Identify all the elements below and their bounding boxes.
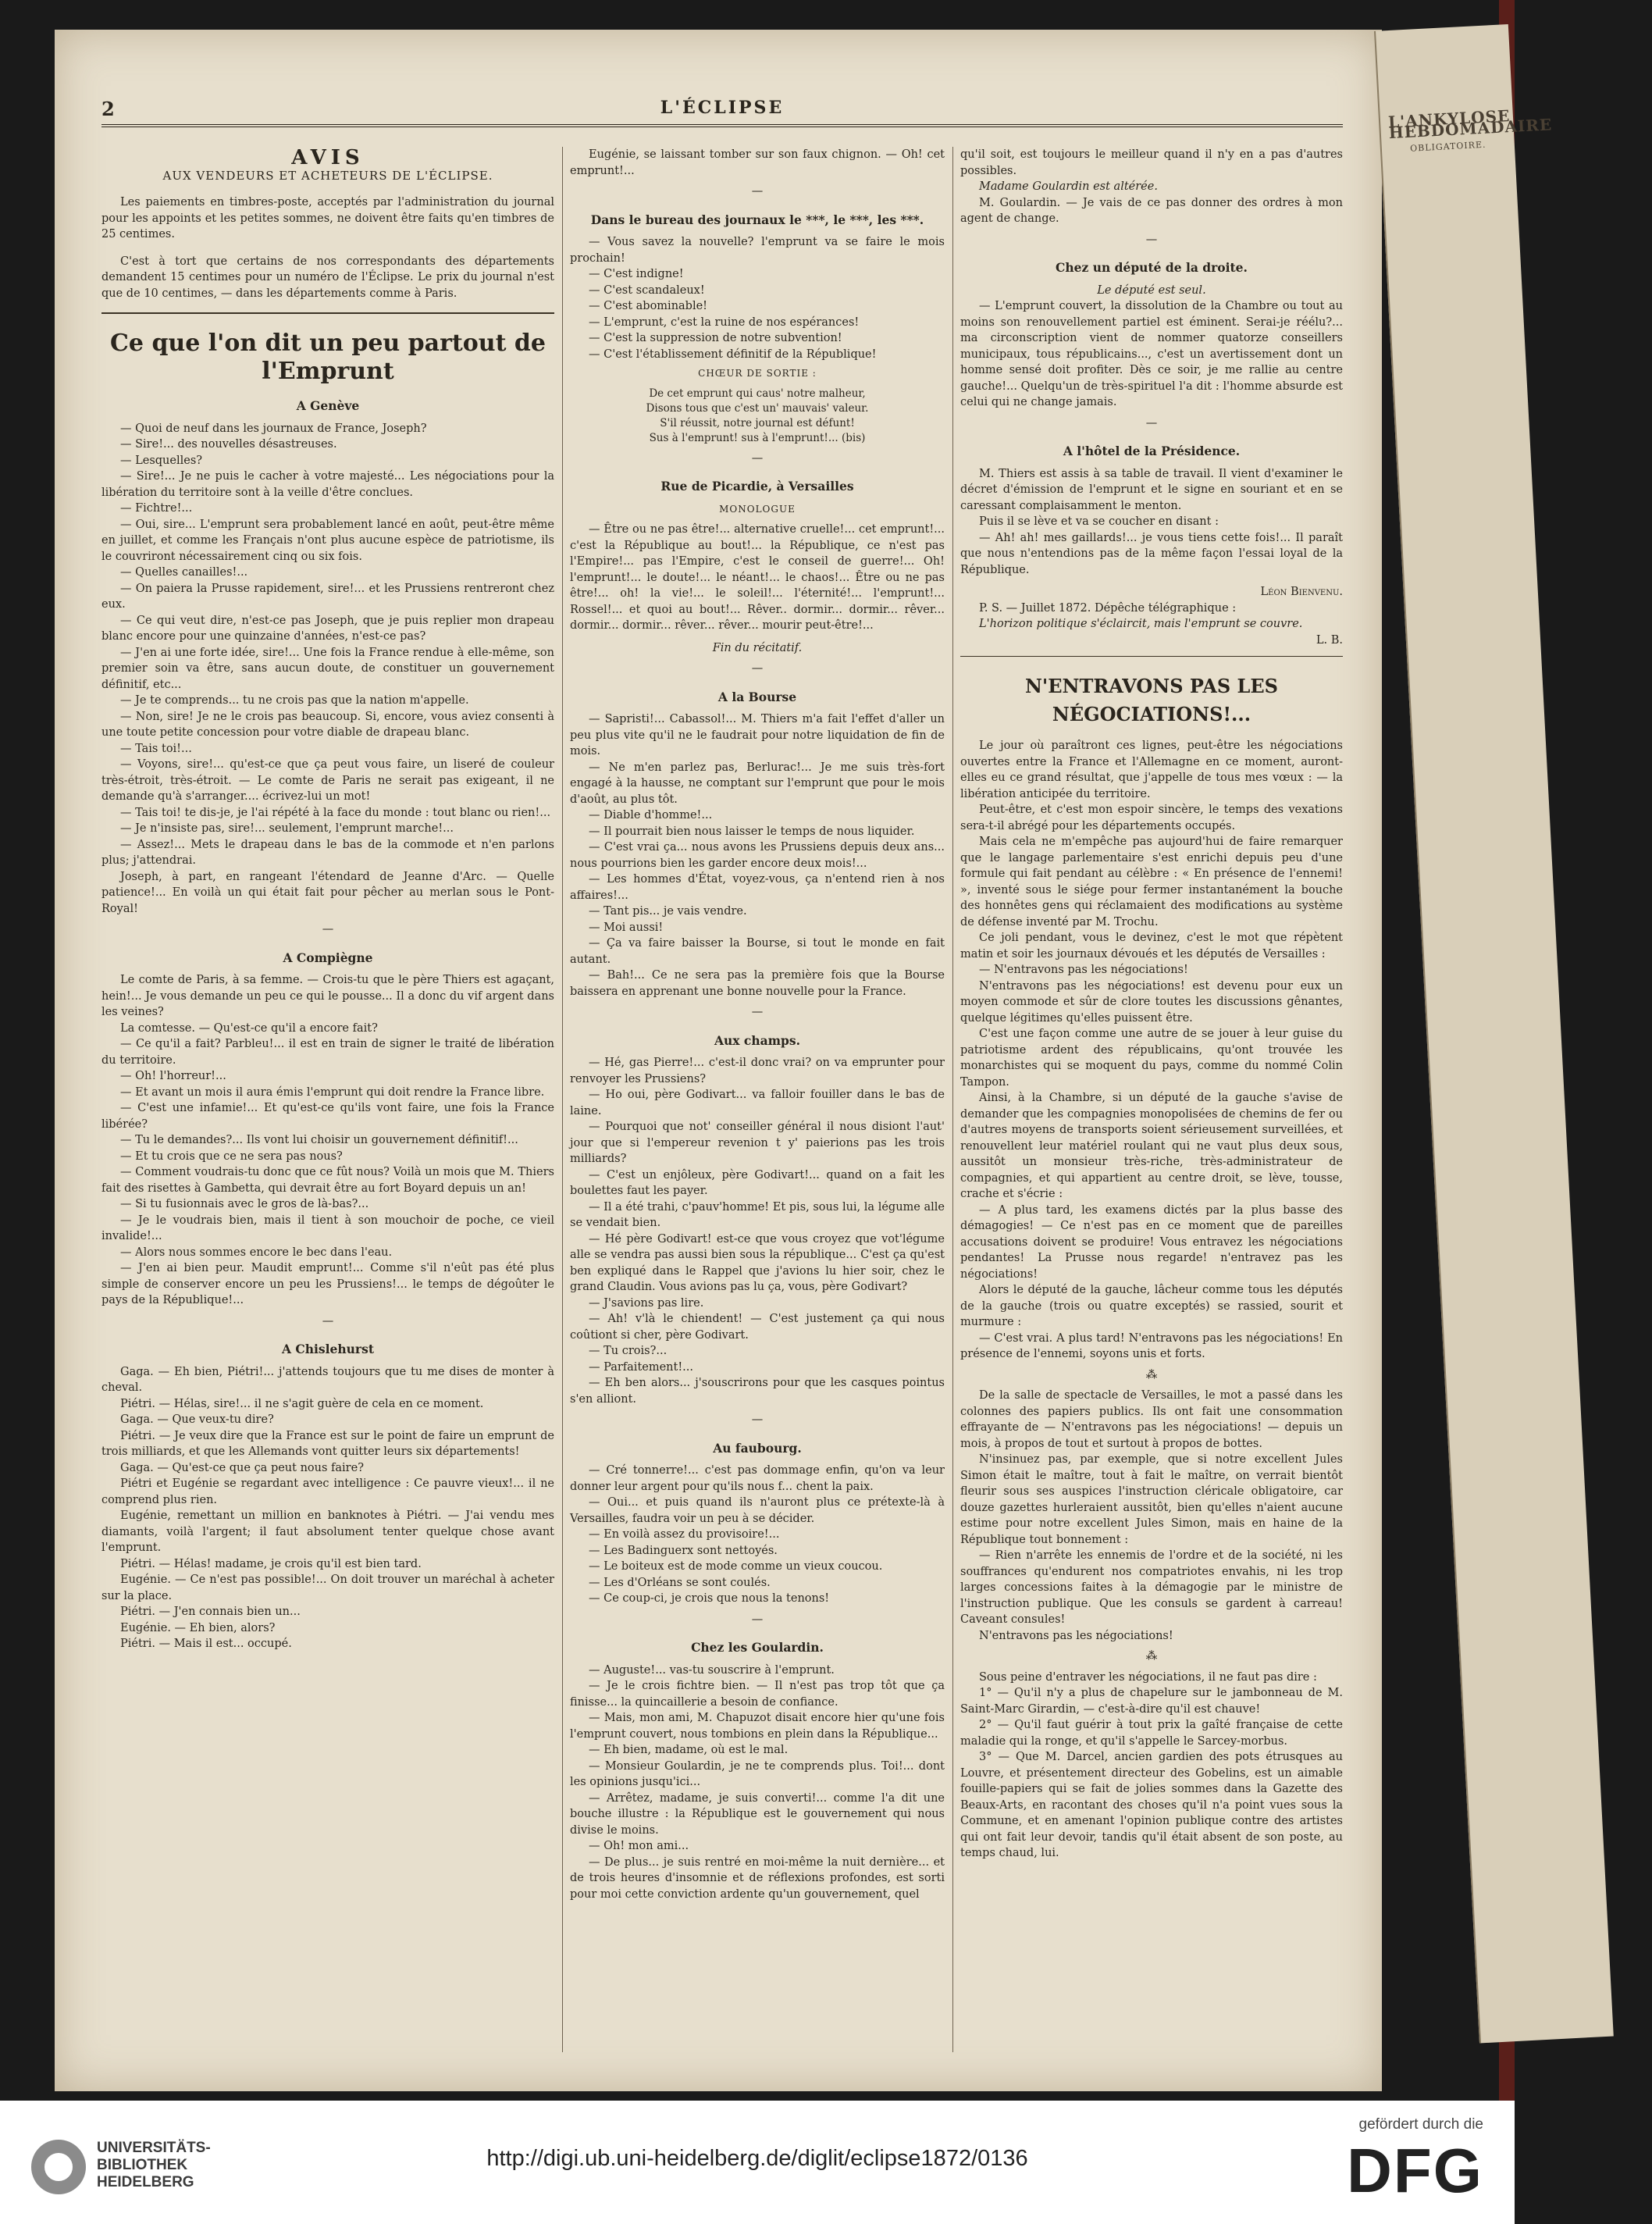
dialogue-line: — On paiera la Prusse rapidement, sire!... et les Prussiens rentreront chez eux. bbox=[101, 582, 554, 611]
dialogue-line: — Parfaitement!... bbox=[589, 1360, 693, 1374]
dialogue-line: — Fichtre!... bbox=[120, 502, 193, 515]
dialogue-line: — Oh! mon ami... bbox=[589, 1840, 689, 1852]
dialogue-line: — Alors nous sommes encore le bec dans l'eau. bbox=[120, 1246, 393, 1259]
paragraph: 2° — Qu'il faut guérir à tout prix la gaîté française de cette maladie qui la ronge, et qu'il s'appelle le Sarcey-morbus. bbox=[960, 1719, 1343, 1748]
dialogue-line: — En voilà assez du provisoire!... bbox=[589, 1528, 780, 1541]
dialogue-line: — Le boiteux est de mode comme un vieux coucou. bbox=[589, 1560, 883, 1573]
dialogue-line: — Tu le demandes?... Ils vont lui choisir un gouvernement définitif!... bbox=[120, 1134, 518, 1146]
dialogue-line: — Et tu crois que ce ne sera pas nous? bbox=[120, 1149, 343, 1163]
avis-heading: AVIS bbox=[291, 146, 365, 169]
article-title: N'ENTRAVONS PAS LES NÉGOCIATIONS!... bbox=[1024, 675, 1279, 725]
dialogue-line: — Quoi de neuf dans les journaux de France, Joseph? bbox=[120, 422, 427, 435]
paragraph: N'insinuez pas, par exemple, que si notre excellent Jules Simon était le maître, tout à fait le maître, on verrait bientôt fleurir sous ses auspices l'instruction cléricale obligatoire, car douze gazettes hurleraient aussitôt, bien qu'elles n'aient aucune estime pour notre excellent Jules Simon, mais en haine de la République tout bonnement : bbox=[960, 1453, 1343, 1546]
dialogue-line: — Je le voudrais bien, mais il tient à son mouchoir de poche, ce vieil invalide!... bbox=[101, 1214, 554, 1242]
asterism: ⁂ bbox=[1145, 1368, 1158, 1381]
postscript: P. S. — Juillet 1872. Dépêche télégraphique : bbox=[979, 601, 1237, 615]
chorus-heading: CHŒUR DE SORTIE : bbox=[698, 368, 817, 379]
dialogue-line: Gaga. — Que veux-tu dire? bbox=[120, 1413, 274, 1426]
paragraph: N'entravons pas les négociations! bbox=[979, 1629, 1173, 1642]
column-1 bbox=[101, 147, 554, 1652]
section-heading: A l'hôtel de la Présidence. bbox=[1063, 444, 1241, 458]
section-divider bbox=[101, 312, 554, 314]
footer-bar bbox=[0, 2101, 1515, 2224]
dialogue-champs bbox=[570, 1055, 945, 1407]
dialogue-line: Joseph, à part, en rangeant l'étendard de Jeanne d'Arc. — Quelle patience!... En voilà un qui était fait pour pêcher au merlan sous le Pont-Royal! bbox=[101, 870, 554, 915]
column-3 bbox=[960, 147, 1343, 1862]
dialogue-line: — Je le crois fichtre bien. — Il n'est pas trop tôt que ça finisse... la quincaillerie a besoin de confiance. bbox=[570, 1680, 945, 1709]
dialogue-line: Piétri et Eugénie se regardant avec intelligence : Ce pauvre vieux!... il ne comprend plus rien. bbox=[101, 1477, 554, 1506]
end-note: Fin du récitatif. bbox=[712, 641, 803, 654]
separator-dash: — bbox=[751, 1413, 764, 1426]
column-2 bbox=[570, 147, 945, 1902]
paragraph: De la salle de spectacle de Versailles, le mot a passé dans les colonnes des papiers publics. Ils ont fait une consommation effrayante de — N'entravons pas les négociations! — depuis un mois, à propos de tout et surtout à propos de bottes. bbox=[960, 1389, 1343, 1450]
paragraph: Le jour où paraîtront ces lignes, peut-être les négociations ouvertes entre la France et l'Allemagne en ce moment, auront-elles eu ce grand résultat, que j'appelle de tous mes vœux : — la libération anticipée du territoire. bbox=[960, 740, 1343, 800]
dialogue-line: Gaga. — Eh bien, Piétri!... j'attends toujours que tu me dises de monter à cheval. bbox=[101, 1365, 554, 1394]
masthead bbox=[101, 98, 1343, 127]
dialogue-line: — Tais toi!... bbox=[120, 742, 192, 755]
verse-line: Sus à l'emprunt! sus à l'emprunt!... (bis) bbox=[649, 431, 866, 444]
dialogue-line: — Eh bien, madame, où est le mal. bbox=[589, 1744, 789, 1756]
dialogue-bourse bbox=[570, 711, 945, 1000]
facing-page bbox=[1374, 24, 1614, 2043]
dialogue-line: — Oui... et puis quand ils n'auront plus ce prétexte-là à Versailles, faudra voir un peu à se décider. bbox=[570, 1496, 945, 1525]
column-rule bbox=[562, 147, 563, 2052]
dialogue-line: — Ce coup-ci, je crois que nous la tenons! bbox=[589, 1592, 830, 1605]
dialogue-line: — Je te comprends... tu ne crois pas que la nation m'appelle. bbox=[120, 694, 469, 707]
library-name-line: BIBLIOTHEK bbox=[97, 2157, 188, 2173]
dialogue-line: — Oh! l'horreur!... bbox=[120, 1070, 226, 1082]
dialogue-line: Gaga. — Qu'est-ce que ça peut nous faire? bbox=[120, 1461, 364, 1474]
dialogue-line: Eugénie. — Ce n'est pas possible!... On doit trouver un maréchal à acheter sur la place. bbox=[101, 1574, 554, 1602]
paragraph: Ce joli pendant, vous le devinez, c'est le mot que répètent matin et soir les journaux dévoués et les députés de Versailles : bbox=[960, 932, 1343, 961]
dialogue-line: — Ce qu'il a fait? Parbleu!... il est en train de signer le traité de libération du territoire. bbox=[101, 1038, 554, 1067]
verse-line: S'il réussit, notre journal est défunt! bbox=[660, 416, 855, 429]
dialogue-line: — Arrêtez, madame, je suis converti!... comme l'a dit une bouche illustre : la République est le gouvernement qui nous divise le moins. bbox=[570, 1791, 945, 1837]
dialogue-line: Le comte de Paris, à sa femme. — Crois-tu que le père Thiers est agaçant, hein!... Je vous demande un peu ce qui le pousse... Il a donc du vif argent dans les veines? bbox=[101, 974, 554, 1018]
dialogue-line: — Je n'insiste pas, sire!... seulement, l'emprunt marche!... bbox=[120, 822, 454, 835]
verse-line: De cet emprunt qui caus' notre malheur, bbox=[649, 387, 866, 400]
article-negociations-3 bbox=[960, 1670, 1343, 1862]
dialogue-line: — Mais, mon ami, M. Chapuzot disait encore hier qu'une fois l'emprunt couvert, nous tombions en plein dans la République... bbox=[570, 1712, 945, 1741]
paragraph: N'entravons pas les négociations! est devenu pour eux un moyen commode et sûr de clore toutes les discussions gênantes, quelque légitimes qu'elles puissent être. bbox=[960, 979, 1343, 1025]
dialogue-line: — Les hommes d'État, voyez-vous, ça n'entend rien à nos affaires!... bbox=[570, 873, 945, 902]
dialogue-bureau bbox=[570, 234, 945, 362]
dialogue-line: Eugénie, remettant un million en banknotes à Piétri. — J'ai vendu mes diamants, voilà l'argent; il faut absolument tenter quelque chose avant l'emprunt. bbox=[101, 1509, 554, 1554]
verse-line: Disons tous que c'est un' mauvais' valeur. bbox=[646, 401, 869, 415]
author-signature: Léon Bienvenu. bbox=[1260, 586, 1343, 598]
paragraph: Mais cela ne m'empêche pas aujourd'hui de faire remarquer que le langage parlementaire s'est enrichi depuis peu d'une formule qui fait pendant au célèbre : « En présence de l'ennemi! », inventé sous le siége pour fermer instantanément la bouche des honnêtes gens qui réclamaient des modifications au système de défense inventé par M. Trochu. bbox=[960, 836, 1343, 928]
dialogue-line: — Il a été trahi, c'pauv'homme! Et pis, sous lui, la légume alle se vendait bien. bbox=[570, 1200, 945, 1229]
library-name-line: UNIVERSITÄTS- bbox=[97, 2140, 211, 2156]
section-heading: Au faubourg. bbox=[713, 1440, 802, 1456]
dialogue-compiegne bbox=[101, 972, 554, 1309]
separator-dash: — bbox=[751, 1006, 764, 1018]
dialogue-line: — Ah! v'là le chiendent! — C'est justement ça qui nous coûtiont si cher, père Godivart. bbox=[570, 1313, 945, 1342]
dialogue-line: — C'est indigne! bbox=[589, 268, 684, 280]
dialogue-line: — Pourquoi que not' conseiller général il nous disiont l'aut' jour que si l'empereur revenion t y' paierions pas les trois milliards? bbox=[570, 1121, 945, 1165]
dialogue-line: — Hé père Godivart! est-ce que vous croyez que vot'légume alle se vendra pas aussi bien sous la république... C'est ça qu'est ben expliqué dans le Rappel que j'avions lu hier soir, chez le grand Claudin. Vous avions pas lu ça, vous, père Godivart? bbox=[570, 1232, 945, 1293]
dialogue-line: — C'est abominable! bbox=[589, 300, 708, 312]
dialogue-faubourg bbox=[570, 1463, 945, 1607]
dialogue-line: Piétri. — Je veux dire que la France est sur le point de faire un emprunt de trois milliards, et que les Allemands vont quitter leurs six départements! bbox=[101, 1429, 554, 1458]
stage-direction: Madame Goulardin est altérée. bbox=[979, 180, 1158, 193]
dialogue-line: — De plus... je suis rentré en moi-même la nuit dernière... et de trois heures d'insomnie et de réflexions profondes, est sorti pour moi cette conviction ardente qu'un gouvernement, quel bbox=[570, 1855, 945, 1901]
dialogue-line: — Il pourrait bien nous laisser le temps de nous liquider. bbox=[589, 825, 915, 838]
paragraph: — L'emprunt couvert, la dissolution de la Chambre ou tout au moins son renouvellement partiel est éminent. Serai-je réélu?... ma circonscription vient de nommer quatorze conseillers municipaux, tous républicains..., c'est un avertissement dont un homme sensé doit profiter. Dès ce soir, je me rallie au centre gauche!... Quelqu'un de très-spirituel l'a dit : l'homme absurde est celui qui ne change jamais. bbox=[960, 300, 1343, 408]
postscript-signature: L. B. bbox=[1316, 633, 1343, 647]
monologue-label: MONOLOGUE bbox=[719, 503, 796, 515]
paragraph: — N'entravons pas les négociations! bbox=[979, 964, 1188, 976]
dialogue-line: — Tais toi! te dis-je, je l'ai répété à la face du monde : tout blanc ou rien!... bbox=[120, 806, 551, 819]
article-negociations-2 bbox=[960, 1388, 1343, 1644]
asterism: ⁂ bbox=[1145, 1650, 1158, 1663]
dialogue-line: — C'est un enjôleux, père Godivart!... quand on a fait les boulettes faut les payer. bbox=[570, 1168, 945, 1197]
paragraph: Puis il se lève et va se coucher en disant : bbox=[979, 515, 1219, 528]
dialogue-chislehurst bbox=[101, 1364, 554, 1652]
dialogue-line: — Sire!... Je ne puis le cacher à votre majesté... Les négociations pour la libération du territoire sont à la veille d'être conclues. bbox=[101, 470, 554, 499]
library-name-line: HEIDELBERG bbox=[97, 2174, 194, 2190]
dialogue-line: — Et avant un mois il aura émis l'emprunt qui doit rendre la France libre. bbox=[120, 1085, 545, 1099]
dialogue-line: — J'en ai une forte idée, sire!... Une fois la France rendue à elle-même, son premier soin va être, sans aucun doute, de constituer un gouvernement définitif, etc... bbox=[101, 646, 554, 691]
dialogue-line: — Tu crois?... bbox=[589, 1345, 668, 1357]
dialogue-line: — Ça va faire baisser la Bourse, si tout le monde en fait autant. bbox=[570, 937, 945, 966]
section-heading: Rue de Picardie, à Versailles bbox=[660, 479, 854, 494]
paragraph: Sous peine d'entraver les négociations, il ne faut pas dire : bbox=[979, 1670, 1317, 1684]
dialogue-line: Piétri. — J'en connais bien un... bbox=[120, 1606, 301, 1618]
dialogue-line: — C'est scandaleux! bbox=[589, 283, 705, 297]
dialogue-line: — C'est la suppression de notre subvention! bbox=[589, 332, 842, 344]
dialogue-line: — Si tu fusionnais avec le gros de là-bas?... bbox=[120, 1198, 369, 1210]
dialogue-line: — Oui, sire... L'emprunt sera probablement lancé en août, peut-être même en juillet, et comme les Français n'ont plus aucune espèce de patriotisme, ils le couvriront nécessairement cinq ou six fois. bbox=[101, 518, 554, 563]
paragraph: 3° — Que M. Darcel, ancien gardien des pots étrusques au Louvre, et présentement directeur des Gobelins, est un aimable fouille-papiers qui se fait de jolies sommes dans la Gazette des Beaux-Arts, en racontant des choses qu'il n'a point vues sous la Commune, et en amenant l'opinion publique contre des artistes qui ont fait leur devoir, tandis qu'il était absent de son poste, au temps chaud, lui. bbox=[960, 1751, 1343, 1859]
dialogue-geneve bbox=[101, 421, 554, 918]
dialogue-goulardin bbox=[570, 1663, 945, 1903]
dialogue-line: qu'il soit, est toujours le meilleur quand il n'y en a pas d'autres possibles. bbox=[960, 148, 1343, 177]
article-title: Ce que l'on dit un peu partout de l'Emprunt bbox=[110, 330, 546, 385]
separator-dash: — bbox=[322, 923, 334, 936]
dialogue-line: — Quelles canailles!... bbox=[120, 566, 248, 579]
dialogue-line: — J'savions pas lire. bbox=[589, 1296, 704, 1310]
dialogue-line: — L'emprunt, c'est la ruine de nos espérances! bbox=[589, 315, 860, 329]
section-heading: Chez un député de la droite. bbox=[1056, 260, 1248, 275]
dialogue-line: — Sire!... des nouvelles désastreuses. bbox=[120, 438, 337, 451]
dialogue-line: Eugénie. — Eh bien, alors? bbox=[120, 1621, 276, 1634]
paragraph: 1° — Qu'il n'y a plus de chapelure sur le jambonneau de M. Saint-Marc Girardin, — c'est-à-dire qu'il est chauve! bbox=[960, 1687, 1343, 1716]
section-heading: Chez les Goulardin. bbox=[691, 1640, 824, 1655]
article-negociations bbox=[960, 738, 1343, 1363]
section-heading: A la Bourse bbox=[717, 689, 797, 704]
dialogue-line: — Les d'Orléans se sont coulés. bbox=[589, 1576, 771, 1589]
paragraph: — Ah! ah! mes gaillards!... je vous tiens cette fois!... Il paraît que nous n'entendions pas de la même façon l'essai loyal de la République. bbox=[960, 531, 1343, 576]
dialogue-line: — Non, sire! Je ne le crois pas beaucoup. Si, encore, vous aviez consenti à une toute petite concession pour votre diable de drapeau blanc. bbox=[101, 710, 554, 739]
dialogue-line: — Moi aussi! bbox=[589, 921, 664, 934]
section-heading: A Compiègne bbox=[283, 950, 373, 965]
dialogue-line: Piétri. — Hélas! madame, je crois qu'il est bien tard. bbox=[120, 1557, 422, 1570]
dialogue-line: — Hé, gas Pierre!... c'est-il donc vrai? on va emprunter pour renvoyer les Prussiens? bbox=[570, 1057, 945, 1085]
document-url-link[interactable]: http://digi.ub.uni-heidelberg.de/diglit/eclipse1872/0136 bbox=[486, 2146, 1028, 2171]
paragraph: Alors le député de la gauche, lâcheur comme tous les députés de la gauche (trois ou quatre exceptés) se rassied, sourit et murmure : bbox=[960, 1284, 1343, 1328]
dialogue-line: — Bah!... Ce ne sera pas la première fois que la Bourse baissera en apprenant une bonne nouvelle pour la France. bbox=[570, 969, 945, 998]
dialogue-line: — J'en ai bien peur. Maudit emprunt!... Comme s'il n'eût pas été plus simple de conserver encore un peu les Prussiens!... le temps de dégoûter le pays de la République!... bbox=[101, 1262, 554, 1306]
dialogue-line: — Cré tonnerre!... c'est pas dommage enfin, qu'on va leur donner leur argent pour qu'ils nous f... chent la paix. bbox=[570, 1464, 945, 1493]
dialogue-line: — Ho oui, père Godivart... va falloir fouiller dans le bas de laine. bbox=[570, 1089, 945, 1117]
section-divider bbox=[960, 656, 1343, 657]
dialogue-line: — Tant pis... je vais vendre. bbox=[589, 905, 747, 918]
separator-dash: — bbox=[1145, 233, 1158, 246]
dialogue-line: Piétri. — Mais il est... occupé. bbox=[120, 1638, 292, 1650]
dialogue-line: La comtesse. — Qu'est-ce qu'il a encore fait? bbox=[120, 1021, 378, 1035]
paragraph: — C'est vrai. A plus tard! N'entravons pas les négociations! En présence de l'ennemi, soyons unis et forts. bbox=[960, 1331, 1343, 1360]
separator-dash: — bbox=[322, 1314, 334, 1328]
paragraph: M. Thiers est assis à sa table de travail. Il vient d'examiner le décret d'émission de l'emprunt et le signe en souriant et en se caressant complaisamment le menton. bbox=[960, 467, 1343, 512]
paragraph: C'est à tort que certains de nos correspondants des départements demandent 15 centimes pour un numéro de l'Éclipse. Le prix du journal n'est que de 10 centimes, — dans les départements comme à Paris. bbox=[101, 255, 554, 300]
dialogue-line: — C'est l'établissement définitif de la République! bbox=[589, 348, 877, 361]
separator-dash: — bbox=[751, 1613, 764, 1626]
dialogue-line: — Vous savez la nouvelle? l'emprunt va se faire le mois prochain! bbox=[570, 236, 945, 265]
dialogue-line: — Sapristi!... Cabassol!... M. Thiers m'a fait l'effet d'aller un peu plus vite qu'il ne le faudrait pour notre liquidation de fin de mois. bbox=[570, 713, 945, 757]
section-heading: A Chislehurst bbox=[282, 1342, 374, 1356]
paragraph: — Rien n'arrête les ennemis de l'ordre et de la société, ni les souffrances qu'endurent nos compatriotes envahis, ni les trop larges concessions faites à la démagogie par le ministre de l'instruction publique. Que les consuls se gardent à carreau! Caveant consules! bbox=[960, 1549, 1343, 1626]
dfg-logo[interactable]: DFG bbox=[1347, 2136, 1483, 2205]
column-rule bbox=[952, 147, 953, 2052]
avis-subheading: AUX VENDEURS ET ACHETEURS DE L'ÉCLIPSE. bbox=[162, 168, 493, 183]
dialogue-line: — Eh ben alors... j'souscrirons pour que les casques pointus s'en alliont. bbox=[570, 1377, 945, 1406]
dialogue-line: — Ce qui veut dire, n'est-ce pas Joseph, que je puis replier mon drapeau blanc encore pour une quinzaine d'années, n'est-ce pas? bbox=[101, 614, 554, 643]
separator-dash: — bbox=[751, 662, 764, 675]
stage-direction: Le député est seul. bbox=[1097, 283, 1206, 297]
dialogue-line: — Comment voudrais-tu donc que ce fût nous? Voilà un mois que M. Thiers fait des risettes à Gambetta, qui devrait être au fort Boyard depuis un an! bbox=[101, 1166, 554, 1195]
dialogue-line: — Monsieur Goulardin, je ne te comprends plus. Toi!... dont les opinions jusqu'ici... bbox=[570, 1759, 945, 1788]
paragraph: Peut-être, et c'est mon espoir sincère, le temps des vexations sera-t-il abrégé pour les départements occupés. bbox=[960, 804, 1343, 832]
dialogue-line: — Auguste!... vas-tu souscrire à l'emprunt. bbox=[589, 1663, 835, 1677]
section-heading: Dans le bureau des journaux le ***, le ***, les ***. bbox=[590, 212, 924, 227]
paragraph: Ainsi, à la Chambre, si un député de la gauche s'avise de demander que les compagnies monopolisées de chemins de fer ou d'autres moyens de transports soient sérieusement surveillées, et renouvellent leur matériel roulant qui ne vaut plus deux sous, aussitôt un monsieur très-riche, très-administrateur de compagnies, et qui appartient au centre droit, se lève, tousse, crache et s'écrie : bbox=[960, 1092, 1343, 1200]
paragraph: — A plus tard, les examens dictés par la plus basse des démagogies! — Ce n'est pas en ce moment que de pareilles accusations doivent se produire! Vous entravez les négociations pendantes! La Prusse nous regarde! n'entravez pas les négociations! bbox=[960, 1203, 1343, 1281]
dialogue-line: — C'est une infamie!... Et qu'est-ce qu'ils vont faire, une fois la France libérée? bbox=[101, 1102, 554, 1131]
dialogue-line: — Lesquelles? bbox=[120, 454, 203, 467]
section-heading: A Genève bbox=[296, 398, 360, 413]
postscript-quote: L'horizon politique s'éclaircit, mais l'emprunt se couvre. bbox=[979, 618, 1303, 630]
dialogue-line: Eugénie, se laissant tomber sur son faux chignon. — Oh! cet emprunt!... bbox=[570, 148, 945, 177]
dialogue-line: — Diable d'homme!... bbox=[589, 809, 713, 822]
dialogue-line: — Les Badinguerx sont nettoyés. bbox=[589, 1544, 778, 1557]
paragraph: — Être ou ne pas être!... alternative cruelle!... cet emprunt!... c'est la République au bout!... la République, ce n'est pas l'Empire!... pas l'Empire, c'est le conseil de guerre!... Oh! l'emprunt!... le doute!... le néant!... le chaos!... Être ou ne pas être!... oh! la vie!... le soleil!... l'éternité!... l'emprunt!... Rossel!... et quoi au bout!... Rêver.. dormir... dormir... rêver... dormir... dormir... rêver... rêver... mourir peut-être!... bbox=[570, 523, 945, 632]
chorus-verse bbox=[570, 387, 945, 446]
section-heading: Aux champs. bbox=[714, 1032, 801, 1048]
dialogue-line: — Assez!... Mets le drapeau dans le bas de la commode et n'en parlons plus; j'attendrai. bbox=[101, 838, 554, 867]
facing-page-title: L'ANKYLOSE HEBDOMADAIRE bbox=[1387, 106, 1553, 143]
dialogue-line: Piétri. — Hélas, sire!... il ne s'agit guère de cela en ce moment. bbox=[120, 1397, 484, 1410]
separator-dash: — bbox=[751, 185, 764, 198]
separator-dash: — bbox=[1145, 416, 1158, 429]
dialogue-line: M. Goulardin. — Je vais de ce pas donner des ordres à mon agent de change. bbox=[960, 196, 1343, 225]
facing-page-subtitle: OBLIGATOIRE. bbox=[1409, 139, 1486, 154]
dialogue-line: — Voyons, sire!... qu'est-ce que ça peut vous faire, un liseré de couleur très-étroit, très-étroit. — Le comte de Paris ne serait pas exigeant, il ne demande qu'à s'arranger.... écrivez-lui un mot! bbox=[101, 758, 554, 803]
paragraph: Les paiements en timbres-poste, acceptés par l'administration du journal pour les appoints et les petites sommes, ne doivent être faits qu'en timbres de 25 centimes. bbox=[101, 196, 554, 241]
page-number: 2 bbox=[101, 98, 115, 120]
newspaper-title: L'ÉCLIPSE bbox=[660, 98, 785, 118]
paragraph: C'est une façon comme une autre de se jouer à leur guise du patriotisme ardent des républicains, qu'ont trouvée les monarchistes qui se moquent du pays, comme du nommé Colin Tampon. bbox=[960, 1028, 1343, 1089]
separator-dash: — bbox=[751, 451, 764, 465]
dialogue-line: — C'est vrai ça... nous avons les Prussiens depuis deux ans... nous pourrions bien les garder encore deux mois!... bbox=[570, 841, 945, 870]
sponsor-caption: gefördert durch die bbox=[1358, 2116, 1483, 2133]
dialogue-line: — Ne m'en parlez pas, Berlurac!... Je me suis très-fort engagé à la hausse, ne comptant sur l'emprunt que pour le mois d'août, au plus tôt. bbox=[570, 761, 945, 806]
